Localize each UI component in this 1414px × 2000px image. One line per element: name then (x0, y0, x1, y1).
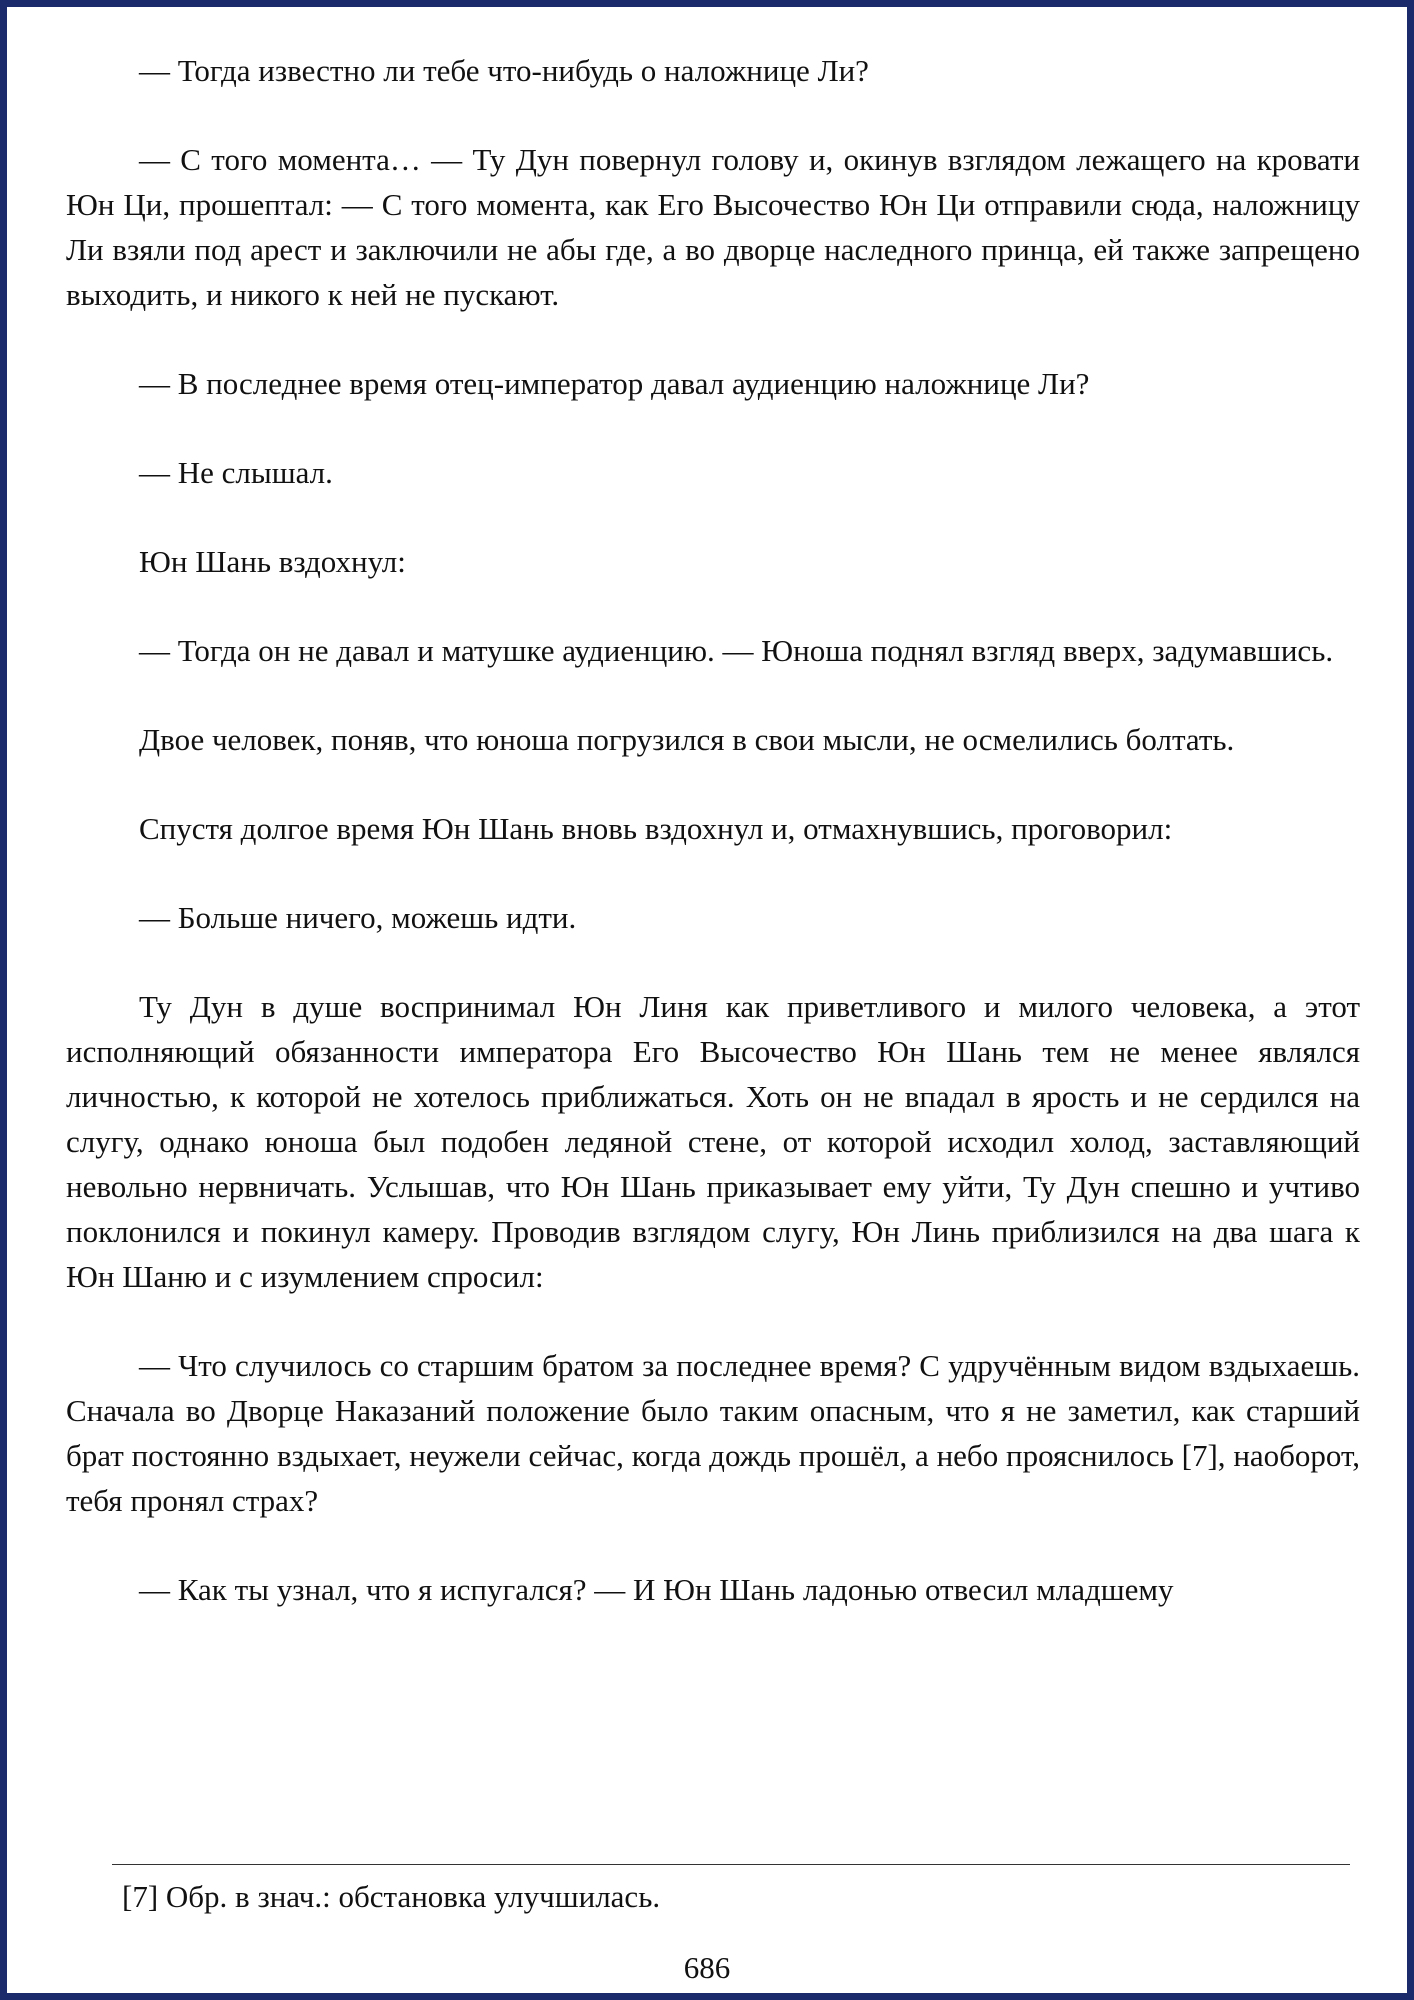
paragraph-2: — С того момента… — Ту Дун повернул голову и, окинув взглядом лежащего на кровати Юн Ци, прошептал: — С того момента, как Его Высочество Юн Ци отправили сюда, наложницу Ли взяли под арест и заключили не абы где, а во дворце наследного принца, ей также запрещено выходить, и никого к ней не пускают. (66, 142, 1360, 312)
page-body (66, 48, 1360, 1612)
paragraph-12: — Как ты узнал, что я испугался? — И Юн Шань ладонью отвесил младшему (139, 1572, 1174, 1607)
paragraph-4: — Не слышал. (139, 455, 333, 490)
footnote-divider (112, 1864, 1350, 1865)
paragraph-7: Двое человек, поняв, что юноша погрузился в свои мысли, не осмелились болтать. (139, 722, 1235, 757)
paragraph-9: — Больше ничего, можешь идти. (139, 900, 577, 935)
paragraph-10: Ту Дун в душе воспринимал Юн Линя как приветливого и милого человека, а этот исполняющий обязанности императора Его Высочество Юн Шань тем не менее являлся личностью, к которой не хотелось приближаться. Хоть он не впадал в ярость и не сердился на слугу, однако юноша был подобен ледяной стене, от которой исходил холод, заставляющий невольно нервничать. Услышав, что Юн Шань приказывает ему уйти, Ту Дун спешно и учтиво поклонился и покинул камеру. Проводив взглядом слугу, Юн Линь приблизился на два шага к Юн Шаню и с изумлением спросил: (66, 989, 1360, 1294)
paragraph-11: — Что случилось со старшим братом за последнее время? С удручённым видом вздыхаешь. Сначала во Дворце Наказаний положение было таким опасным, что я не заметил, как старший брат постоянно вздыхает, неужели сейчас, когда дождь прошёл, а небо прояснилось [7], наоборот, тебя пронял страх? (66, 1348, 1360, 1518)
footnote: [7] Обр. в знач.: обстановка улучшилась. (122, 1879, 661, 1914)
paragraph-3: — В последнее время отец-император давал аудиенцию наложнице Ли? (139, 366, 1090, 401)
paragraph-6: — Тогда он не давал и матушке аудиенцию. — Юноша поднял взгляд вверх, задумавшись. (139, 633, 1334, 668)
paragraph-8: Спустя долгое время Юн Шань вновь вздохнул и, отмахнувшись, проговорил: (139, 811, 1173, 846)
paragraph-5: Юн Шань вздохнул: (139, 544, 406, 579)
page-number: 686 (683, 1950, 731, 1985)
paragraph-1: — Тогда известно ли тебе что-нибудь о наложнице Ли? (139, 53, 869, 88)
